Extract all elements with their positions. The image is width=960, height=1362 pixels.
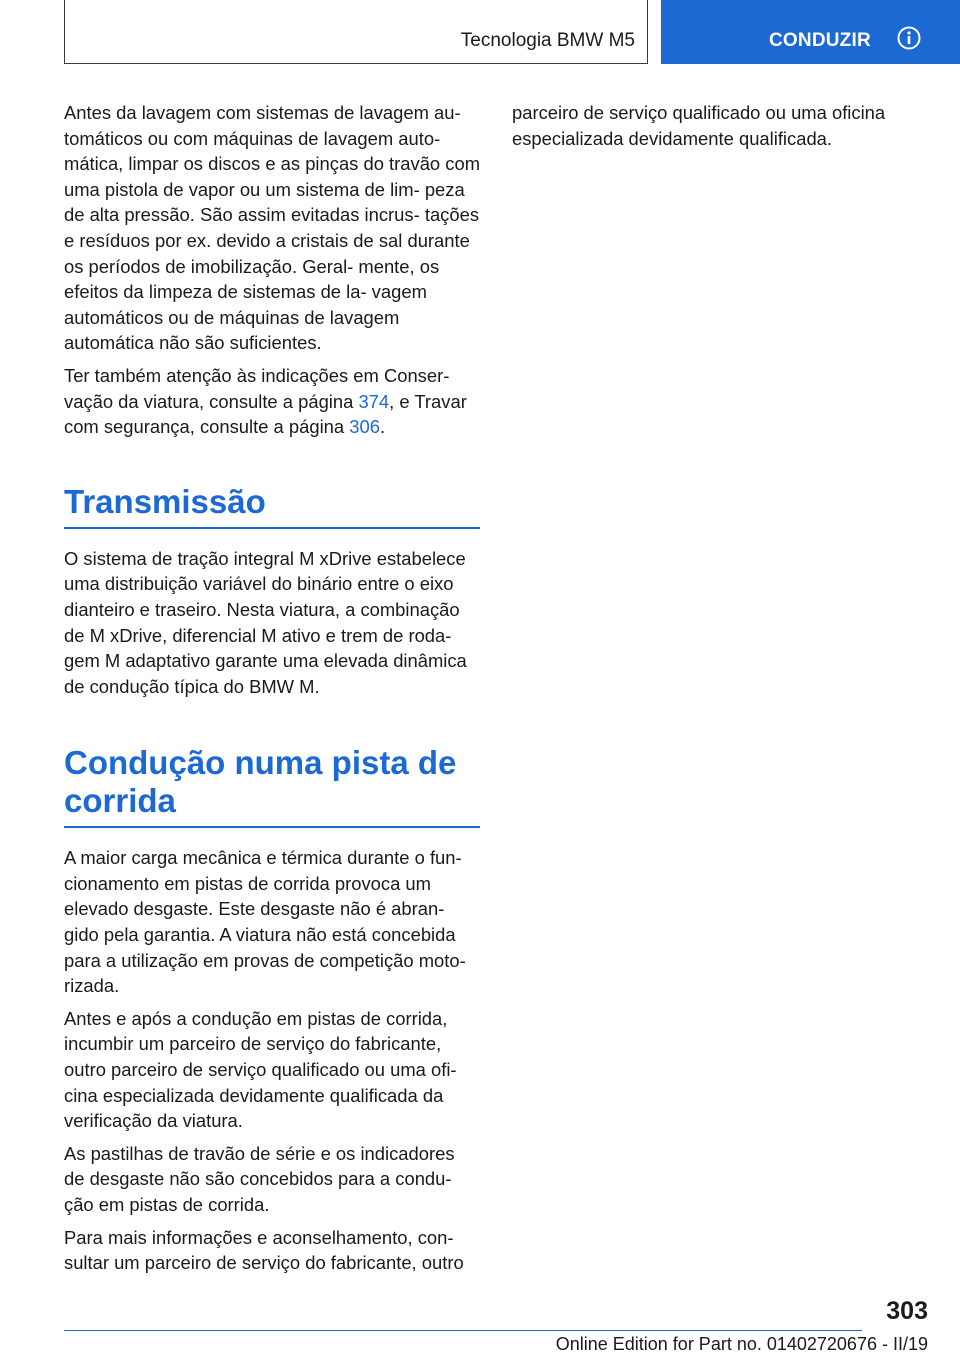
track-paragraph-2: Antes e após a condução em pistas de corrida, incumbir um parceiro de serviço do fabricante, outro parceiro de serviço qualificado ou uma ofi‐ cina especializada devidamente qualificada da verificação da viatura. [64, 1007, 457, 1132]
reference-text-1: Ter também atenção às indicações em Conser‐ vação da viatura, consulte a página [64, 364, 450, 412]
heading-track-line-1: Condução numa pista de [64, 744, 457, 782]
page-link-374[interactable]: 374 [358, 390, 390, 412]
section-label: CONDUZIR [769, 30, 871, 51]
info-icon[interactable] [897, 26, 921, 50]
transmission-paragraph: O sistema de tração integral M xDrive estabelece uma distribuição variável do binário entre o eixo dianteiro e traseiro. Nesta viatura, a combinação de M xDrive, diferencial M ativo e trem de roda‐ gem M adaptativo garante uma elevada dinâmica de condução típica do BMW M. [64, 547, 467, 697]
left-column [64, 100, 480, 1283]
header-section-tab[interactable] [661, 0, 960, 64]
page-link-306[interactable]: 306 [349, 416, 380, 438]
reference-text-3: . [379, 416, 386, 438]
reference-paragraph [64, 363, 480, 440]
chapter-title: Tecnologia BMW M5 [460, 30, 635, 51]
track-paragraph-4: Para mais informações e aconselhamento, con‐ sultar um parceiro de serviço do fabricante, outro [64, 1226, 464, 1274]
heading-track-driving [64, 744, 480, 820]
intro-paragraph: Antes da lavagem com sistemas de lavagem au‐ tomáticos ou com máquinas de lavagem auto‐ mática, limpar os discos e as pinças do travão com uma pistola de vapor ou um sistema de lim‐ peza de alta pressão. São assim evitadas incrus‐ tações e resíduos por ex. devido a cristais de sal durante os períodos de imobilização. Geral‐ mente, os efeitos da limpeza de sistemas de la‐ vagem automáticos ou de máquinas de lavagem automática não são suficientes. [64, 102, 481, 354]
continuation-paragraph: parceiro de serviço qualificado ou uma oficina especializada devidamente qualificada. [512, 102, 886, 149]
page-number: 303 [886, 1297, 928, 1325]
track-paragraph-1: A maior carga mecânica e térmica durante o fun‐ cionamento em pistas de corrida provoca um elevado desgaste. Este desgaste não é abran‐ gido pela garantia. A viatura não está concebida para a utilização em provas de competição moto‐ rizada. [64, 847, 466, 997]
track-paragraph-3: As pastilhas de travão de série e os indicadores de desgaste não são concebidos para a condu‐ ção em pistas de corrida. [64, 1142, 455, 1215]
footer-divider [64, 1330, 862, 1331]
header-chapter-box [64, 0, 648, 64]
right-column [512, 100, 928, 158]
heading-transmission: Transmissão [64, 482, 266, 520]
edition-text: Online Edition for Part no. 01402720676 - II/19 [555, 1334, 928, 1354]
reference-text-2: , e Travar com segurança, consulte a página [64, 390, 467, 438]
heading-track-line-2: corrida [64, 782, 176, 820]
